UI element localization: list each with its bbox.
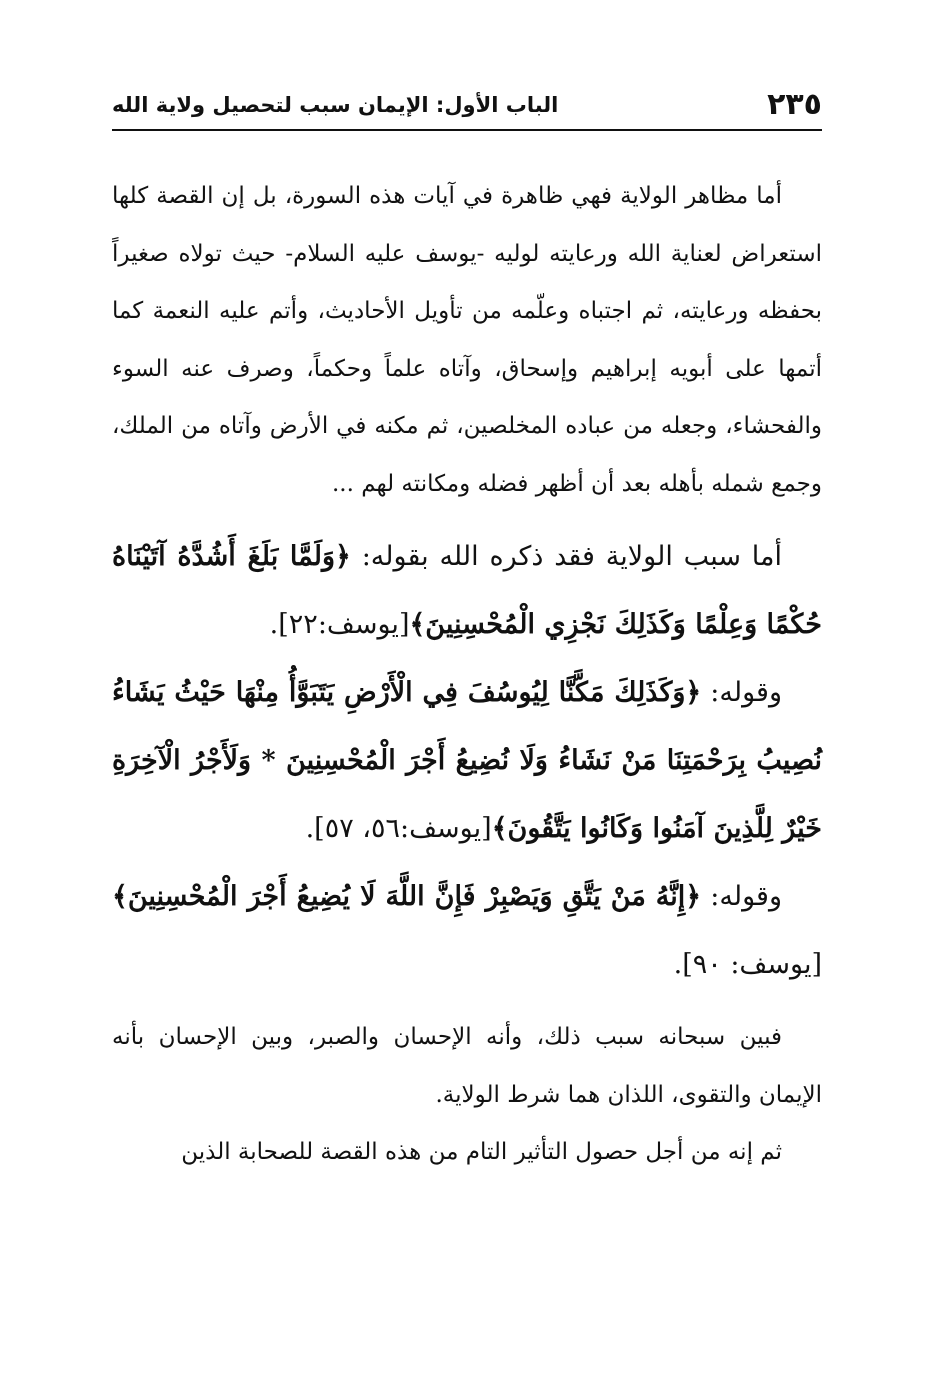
- quran-verse: ﴿وَلَمَّا بَلَغَ أَشُدَّهُ آتَيْنَاهُ حُكْمًا وَعِلْمًا وَكَذَلِكَ نَجْزِي الْمُحْسِنِينَ﴾: [112, 541, 822, 640]
- paragraph-manifestations: أما مظاهر الولاية فهي ظاهرة في آيات هذه السورة، بل إن القصة كلها استعراض لعناية الله ورعايته لوليه -يوسف عليه السلام- حيث تولاه صغيراً بحفظه ورعايته، ثم اجتباه وعلّمه من تأويل الأحاديث، وأتم عليه النعمة كما أتمها على أبويه إبراهيم وإسحاق، وآتاه علماً وحكماً، وصرف عنه السوء والفحشاء، وجعله من عباده المخلصين، ثم مكنه في الأرض وآتاه من الملك، وجمع شمله بأهله بعد أن أظهر فضله ومكانته لهم ...: [112, 183, 822, 497]
- quote-intro: وقوله:: [701, 881, 782, 912]
- verse-reference: [يوسف: ٩٠].: [673, 949, 822, 980]
- paragraph-explanation: فبين سبحانه سبب ذلك، وأنه الإحسان والصبر، وبين الإحسان بأنه الإيمان والتقوى، اللذان هما شرط الولاية.: [112, 1024, 822, 1108]
- page-number: ٢٣٥: [767, 87, 822, 122]
- quote-intro: وقوله:: [701, 677, 782, 708]
- page-body: [112, 168, 822, 1182]
- page-header: [112, 84, 822, 124]
- running-title: الباب الأول: الإيمان سبب لتحصيل ولاية الله: [112, 93, 559, 117]
- paragraph-cause-quote: [112, 523, 822, 659]
- paragraph-second-quote: [112, 659, 822, 863]
- paragraph-third-quote: [112, 863, 822, 999]
- verse-reference: [يوسف:٥٦، ٥٧].: [305, 813, 492, 844]
- verse-reference: [يوسف:٢٢].: [269, 609, 410, 640]
- quote-intro: أما سبب الولاية فقد ذكره الله بقوله:: [350, 541, 782, 572]
- quran-verse: ﴿إِنَّهُ مَنْ يَتَّقِ وَيَصْبِرْ فَإِنَّ اللَّهَ لَا يُضِيعُ أَجْرَ الْمُحْسِنِينَ﴾: [112, 881, 702, 912]
- quran-verse: ﴿وَكَذَلِكَ مَكَّنَّا لِيُوسُفَ فِي الْأَرْضِ يَتَبَوَّأُ مِنْهَا حَيْثُ يَشَاءُ نُصِيبُ بِرَحْمَتِنَا مَنْ نَشَاءُ وَلَا نُضِيعُ أَجْرَ الْمُحْسِنِينَ * وَلَأَجْرُ الْآخِرَةِ خَيْرٌ لِلَّذِينَ آمَنُوا وَكَانُوا يَتَّقُونَ﴾: [112, 677, 822, 844]
- paragraph-continuation: ثم إنه من أجل حصول التأثير التام من هذه القصة للصحابة الذين: [181, 1139, 782, 1165]
- header-rule: [112, 129, 822, 131]
